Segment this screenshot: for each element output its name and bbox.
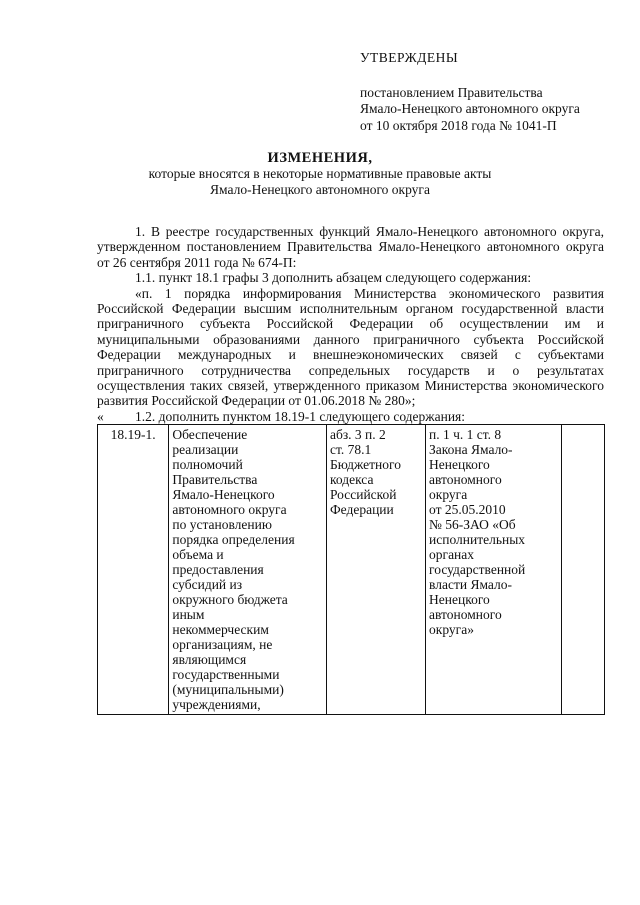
approval-line-2: Ямало-Ненецкого автономного округа: [360, 101, 580, 116]
cell-number: [98, 425, 169, 715]
amendment-table: [97, 424, 605, 715]
document-subtitle-line-1: которые вносятся в некоторые нормативные правовые акты: [148, 166, 492, 181]
document-title: ИЗМЕНЕНИЯ,: [267, 150, 373, 166]
cell-function-text: Обеспечение реализации полномочий Правительства Ямало-Ненецкого автономного округа по установлению порядка определения объема и предоставления субсидий из окружного бюджета иным некоммерческим организациям, не являющимся государственными (муниципальными) учреждениями,: [172, 427, 295, 712]
cell-federal-basis-text: абз. 3 п. 2 ст. 78.1 Бюджетного кодекса Российской Федерации: [329, 427, 401, 517]
table-row: [98, 425, 605, 715]
paragraph-1-2: 1.2. дополнить пунктом 18.19-1 следующего содержания:: [135, 408, 466, 424]
paragraph-1-1: 1.1. пункт 18.1 графы 3 дополнить абзацем следующего содержания:: [135, 270, 532, 286]
paragraph-quote: «п. 1 порядка информирования Министерства экономического развития Российской Федерации высшим исполнительным органом государственной власти приграничного субъекта Российской Федерации об осуществлении им и муниципальными образованиями данного приграничного субъекта Российской Федерации международных и внешнеэкономических связей с субъектами приграничного сотрудничества сопредельных государств и о результатах осуществления таких связей, утвержденного приказом Министерства экономического развития Российской Федерации от 01.06.2018 № 280»;: [97, 285, 604, 409]
document-body: [97, 224, 604, 424]
cell-number-text: 18.19-1.: [110, 427, 156, 442]
approval-title: УТВЕРЖДЕНЫ: [360, 50, 459, 65]
cell-regional-basis-text: п. 1 ч. 1 ст. 8 Закона Ямало- Ненецкого автономного округа от 25.05.2010 № 56-ЗАО «Об исполнительных органах государственной власти Ямало- Ненецкого автономного округа»: [429, 427, 526, 637]
cell-function: [169, 425, 327, 715]
approval-line-3: от 10 октября 2018 года № 1041-П: [360, 117, 557, 133]
cell-federal-basis: [326, 425, 425, 715]
cell-regional-basis: [426, 425, 562, 715]
approval-line-1: постановлением Правительства: [360, 84, 543, 100]
document-heading: [0, 150, 640, 198]
open-quote-mark: «: [97, 409, 104, 424]
approval-block: [360, 50, 580, 134]
document-subtitle-line-2: Ямало-Ненецкого автономного округа: [210, 182, 430, 197]
paragraph-1: 1. В реестре государственных функций Ямало-Ненецкого автономного округа, утвержденном постановлением Правительства Ямало-Ненецкого автономного округа от 26 сентября 2011 года № 674-П:: [97, 224, 604, 270]
cell-extra: [562, 425, 605, 715]
